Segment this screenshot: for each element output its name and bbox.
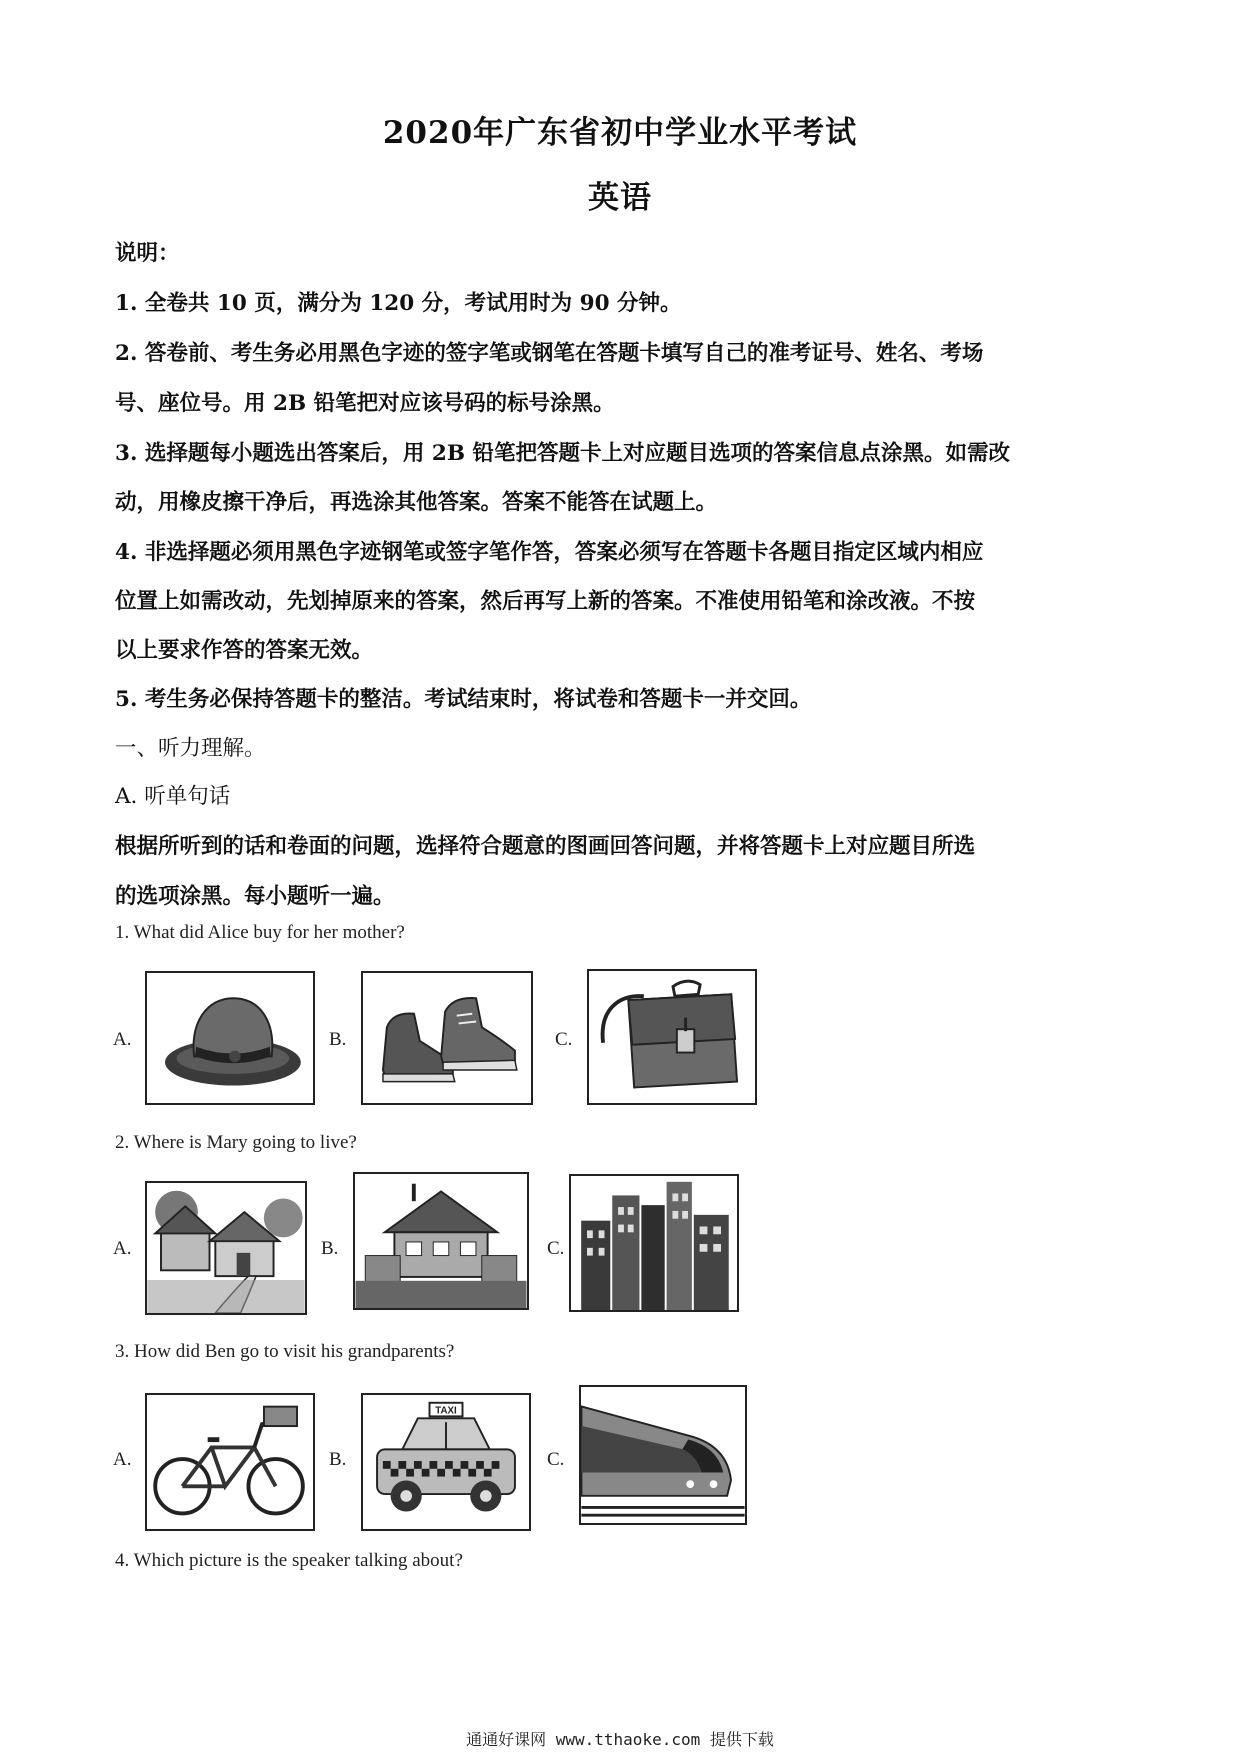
- question-4: 4. Which picture is the speaker talking about?: [115, 1550, 463, 1571]
- q1-option-b-image[interactable]: [361, 971, 533, 1105]
- q1-option-b-label: B.: [329, 1029, 347, 1050]
- q3-option-b-image[interactable]: [361, 1393, 531, 1531]
- note-line-2: 2. 答卷前、考生务必用黑色字迹的签字笔或钢笔在答题卡填写自己的准考证号、姓名、考场: [115, 341, 984, 366]
- question-2: 2. Where is Mary going to live?: [115, 1132, 357, 1153]
- bicycle-icon: [147, 1395, 313, 1529]
- note-line-8: 以上要求作答的答案无效。: [115, 638, 374, 663]
- q2-option-c-label: C.: [547, 1238, 565, 1259]
- taxi-sign-text: TAXI: [435, 1405, 457, 1417]
- note-line-5: 动，用橡皮擦干净后，再选涂其他答案。答案不能答在试题上。: [115, 490, 718, 515]
- town-house-icon: [355, 1174, 527, 1308]
- note-line-6: 4. 非选择题必须用黑色字迹钢笔或签字笔作答，答案必须写在答题卡各题目指定区域内相应: [115, 540, 984, 565]
- q2-option-a-image[interactable]: [145, 1181, 307, 1315]
- q2-option-b-label: B.: [321, 1238, 339, 1259]
- q1-option-c-label: C.: [555, 1029, 573, 1050]
- question-1: 1. What did Alice buy for her mother?: [115, 922, 405, 943]
- q3-option-a-image[interactable]: [145, 1393, 315, 1531]
- question-3: 3. How did Ben go to visit his grandparents?: [115, 1341, 455, 1362]
- note-line-1: 1. 全卷共 10 页，满分为 120 分，考试用时为 90 分钟。: [115, 291, 682, 316]
- train-icon: [581, 1387, 745, 1523]
- note-line-9: 5. 考生务必保持答题卡的整洁。考试结束时，将试卷和答题卡一并交回。: [115, 687, 812, 712]
- city-buildings-icon: [571, 1176, 737, 1310]
- q2-option-c-image[interactable]: [569, 1174, 739, 1312]
- exam-title: 2020年广东省初中学业水平考试: [382, 115, 858, 151]
- instruction-line-2: 的选项涂黑。每小题听一遍。: [115, 884, 395, 909]
- taxi-icon: [363, 1395, 529, 1529]
- q2-option-a-label: A.: [113, 1238, 132, 1259]
- q3-option-b-label: B.: [329, 1449, 347, 1470]
- notes-heading: 说明：: [115, 241, 180, 266]
- sneakers-icon: [363, 973, 531, 1103]
- instruction-line-1: 根据所听到的话和卷面的问题，选择符合题意的图画回答问题，并将答题卡上对应题目所选: [115, 834, 976, 859]
- q3-option-c-image[interactable]: [579, 1385, 747, 1525]
- q1-option-c-image[interactable]: [587, 969, 757, 1105]
- exam-subject: 英语: [588, 180, 652, 216]
- q1-option-a-image[interactable]: [145, 971, 315, 1105]
- q3-option-c-label: C.: [547, 1449, 565, 1470]
- q2-option-b-image[interactable]: [353, 1172, 529, 1310]
- village-icon: [147, 1183, 305, 1313]
- footer-source: 通通好课网 www.tthaoke.com 提供下载: [466, 1730, 774, 1749]
- note-line-7: 位置上如需改动，先划掉原来的答案，然后再写上新的答案。不准使用铅笔和涂改液。不按: [115, 589, 976, 614]
- q1-option-a-label: A.: [113, 1029, 132, 1050]
- note-line-3: 号、座位号。用 2B 铅笔把对应该号码的标号涂黑。: [115, 391, 615, 416]
- part-heading: A. 听单句话: [115, 784, 231, 809]
- bag-icon: [589, 971, 755, 1103]
- q3-option-a-label: A.: [113, 1449, 132, 1470]
- note-line-4: 3. 选择题每小题选出答案后，用 2B 铅笔把答题卡上对应题目选项的答案信息点涂黑。如需改: [115, 441, 1011, 466]
- hat-icon: [147, 973, 313, 1103]
- section-heading: 一、听力理解。: [115, 736, 266, 761]
